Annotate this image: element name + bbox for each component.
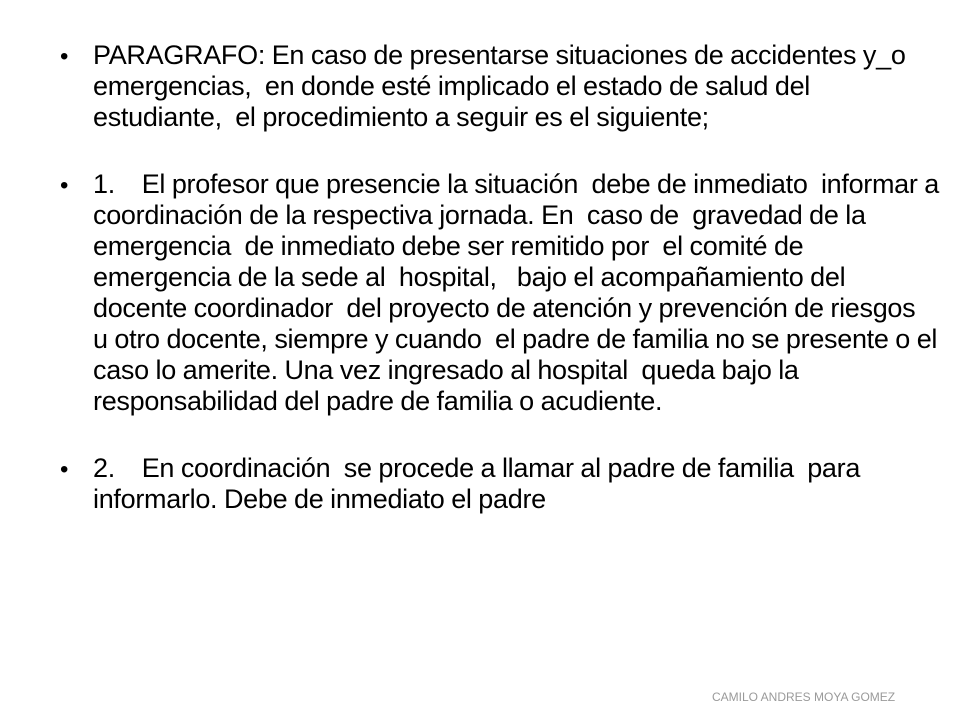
- bullet-marker: •: [60, 456, 69, 483]
- author-watermark: CAMILO ANDRES MOYA GOMEZ: [712, 690, 896, 704]
- bullet-text: PARAGRAFO: En caso de presentarse situaciones de accidentes y_o emergencias, en donde esté implicado el estado de salud del estudiante, el procedimiento a seguir es el siguiente;: [93, 40, 913, 132]
- bullet-marker: •: [60, 172, 69, 199]
- bullet-text: 1. El profesor que presencie la situación debe de inmediato informar a coordinación de la respectiva jornada. En caso de gravedad de la emergencia de inmediato debe ser remitido por el comité de emergencia de la sede al hospital, bajo el acompañamiento del docente coordinador del proyecto de atención y prevención de riesgos u otro docente, siempre y cuando el padre de familia no se presente o el caso lo amerite. Una vez ingresado al hospital queda bajo la responsabilidad del padre de familia o acudiente.: [93, 169, 946, 416]
- bullet-marker: •: [60, 43, 69, 70]
- bullet-step-1: [60, 169, 946, 417]
- bullet-paragrafo: [60, 40, 940, 133]
- bullet-text: 2. En coordinación se procede a llamar al padre de familia para informarlo. Debe de inmediato el padre: [93, 453, 874, 514]
- bullet-list: [60, 40, 946, 551]
- bullet-step-2: [60, 453, 940, 515]
